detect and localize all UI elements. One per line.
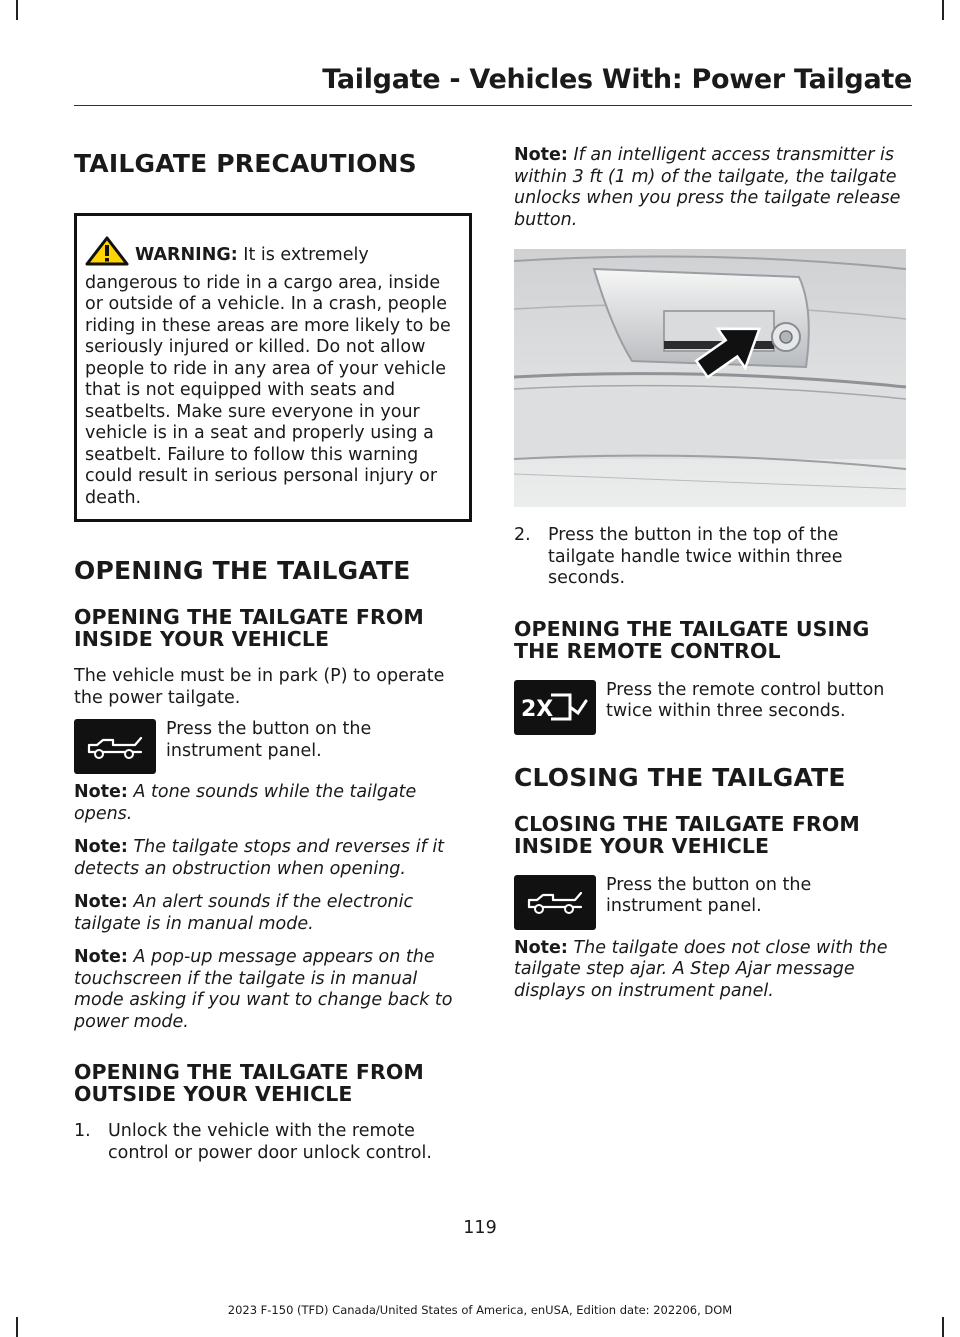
note-4-text: A pop-up message appears on the touchscreen if the tailgate is in manual mode asking if you want to change back to power mode. — [74, 947, 453, 1032]
warning-text: It is extremely dangerous to ride in a cargo area, inside or outside of a vehicle. In a crash, people riding in these areas are more likely to be seriously injured or killed. Do not allow people to ride in any area of your vehicle that is not equipped with seats and seatbelts. Make sure everyone in your vehicle is in a seat and properly using a seatbelt. Failure to follow this warning could result in serious personal injury or death. — [85, 245, 451, 508]
remote-icon-label: 2X — [521, 697, 554, 722]
inside-open-instruction — [74, 719, 472, 774]
warning-box — [74, 213, 472, 522]
left-column — [74, 145, 472, 1164]
warning-triangle-icon — [85, 236, 129, 273]
intelligent-access-note-label: Note: — [514, 145, 568, 165]
closing-heading: CLOSING THE TAILGATE — [514, 762, 846, 792]
remote-press-text: Press the remote control button twice within three seconds. — [606, 679, 885, 721]
right-column — [514, 145, 906, 1002]
note-3-label: Note: — [74, 892, 128, 912]
remote-2x-tailgate-icon — [514, 680, 596, 735]
note-1 — [74, 782, 472, 825]
precautions-heading: TAILGATE PRECAUTIONS — [74, 149, 417, 178]
note-2 — [74, 837, 472, 880]
remote-open-heading: OPENING THE TAILGATE USING THE REMOTE CONTROL — [514, 616, 870, 663]
header-divider — [74, 105, 912, 106]
closing-note-text: The tailgate does not close with the tailgate step ajar. A Step Ajar message displays on instrument panel. — [514, 937, 888, 1001]
closing-note — [514, 938, 906, 1003]
note-3 — [74, 892, 472, 935]
crop-mark-top-right — [942, 0, 944, 20]
crop-mark-bottom-left — [16, 1317, 18, 1337]
closing-press-text: Press the button on the instrument panel. — [606, 874, 812, 916]
remote-open-instruction — [514, 680, 906, 735]
closing-inside-heading: CLOSING THE TAILGATE FROM INSIDE YOUR VEHICLE — [514, 811, 860, 858]
inside-intro-text: The vehicle must be in park (P) to operate the power tailgate. — [74, 666, 445, 708]
note-4 — [74, 947, 472, 1033]
tailgate-truck-icon — [74, 719, 156, 774]
step-2 — [514, 525, 906, 590]
step-1 — [74, 1121, 472, 1164]
intelligent-access-note — [514, 145, 906, 231]
warning-label: WARNING: — [135, 245, 238, 265]
note-2-text: The tailgate stops and reverses if it detects an obstruction when opening. — [74, 837, 445, 879]
note-1-label: Note: — [74, 782, 128, 802]
step-2-text: Press the button in the top of the tailgate handle twice within three seconds. — [548, 525, 843, 588]
edition-info: 2023 F-150 (TFD) Canada/United States of America, enUSA, Edition date: 202206, DOM — [227, 1303, 733, 1317]
closing-note-label: Note: — [514, 937, 568, 958]
step-2-number: 2. — [514, 525, 531, 545]
note-1-text: A tone sounds while the tailgate opens. — [74, 782, 417, 824]
page-header-title: Tailgate - Vehicles With: Power Tailgate — [322, 64, 912, 95]
opening-outside-heading: OPENING THE TAILGATE FROM OUTSIDE YOUR VEHICLE — [74, 1060, 424, 1106]
crop-mark-bottom-right — [942, 1317, 944, 1337]
inside-press-text: Press the button on the instrument panel. — [166, 719, 372, 761]
step-1-number: 1. — [74, 1121, 91, 1141]
closing-inside-instruction — [514, 875, 906, 930]
note-3-text: An alert sounds if the electronic tailgate is in manual mode. — [74, 892, 414, 934]
tailgate-truck-icon — [514, 875, 596, 930]
step-1-text: Unlock the vehicle with the remote control or power door unlock control. — [108, 1121, 432, 1163]
crop-mark-top-left — [16, 0, 18, 20]
opening-inside-heading: OPENING THE TAILGATE FROM INSIDE YOUR VEHICLE — [74, 605, 424, 651]
note-2-label: Note: — [74, 837, 128, 857]
page-number: 119 — [463, 1218, 497, 1238]
note-4-label: Note: — [74, 947, 128, 967]
opening-heading: OPENING THE TAILGATE — [74, 556, 411, 585]
tailgate-handle-photo — [514, 249, 906, 507]
intelligent-access-note-text: If an intelligent access transmitter is within 3 ft (1 m) of the tailgate, the tailgate unlocks when you press the tailgate release button. — [514, 145, 901, 230]
